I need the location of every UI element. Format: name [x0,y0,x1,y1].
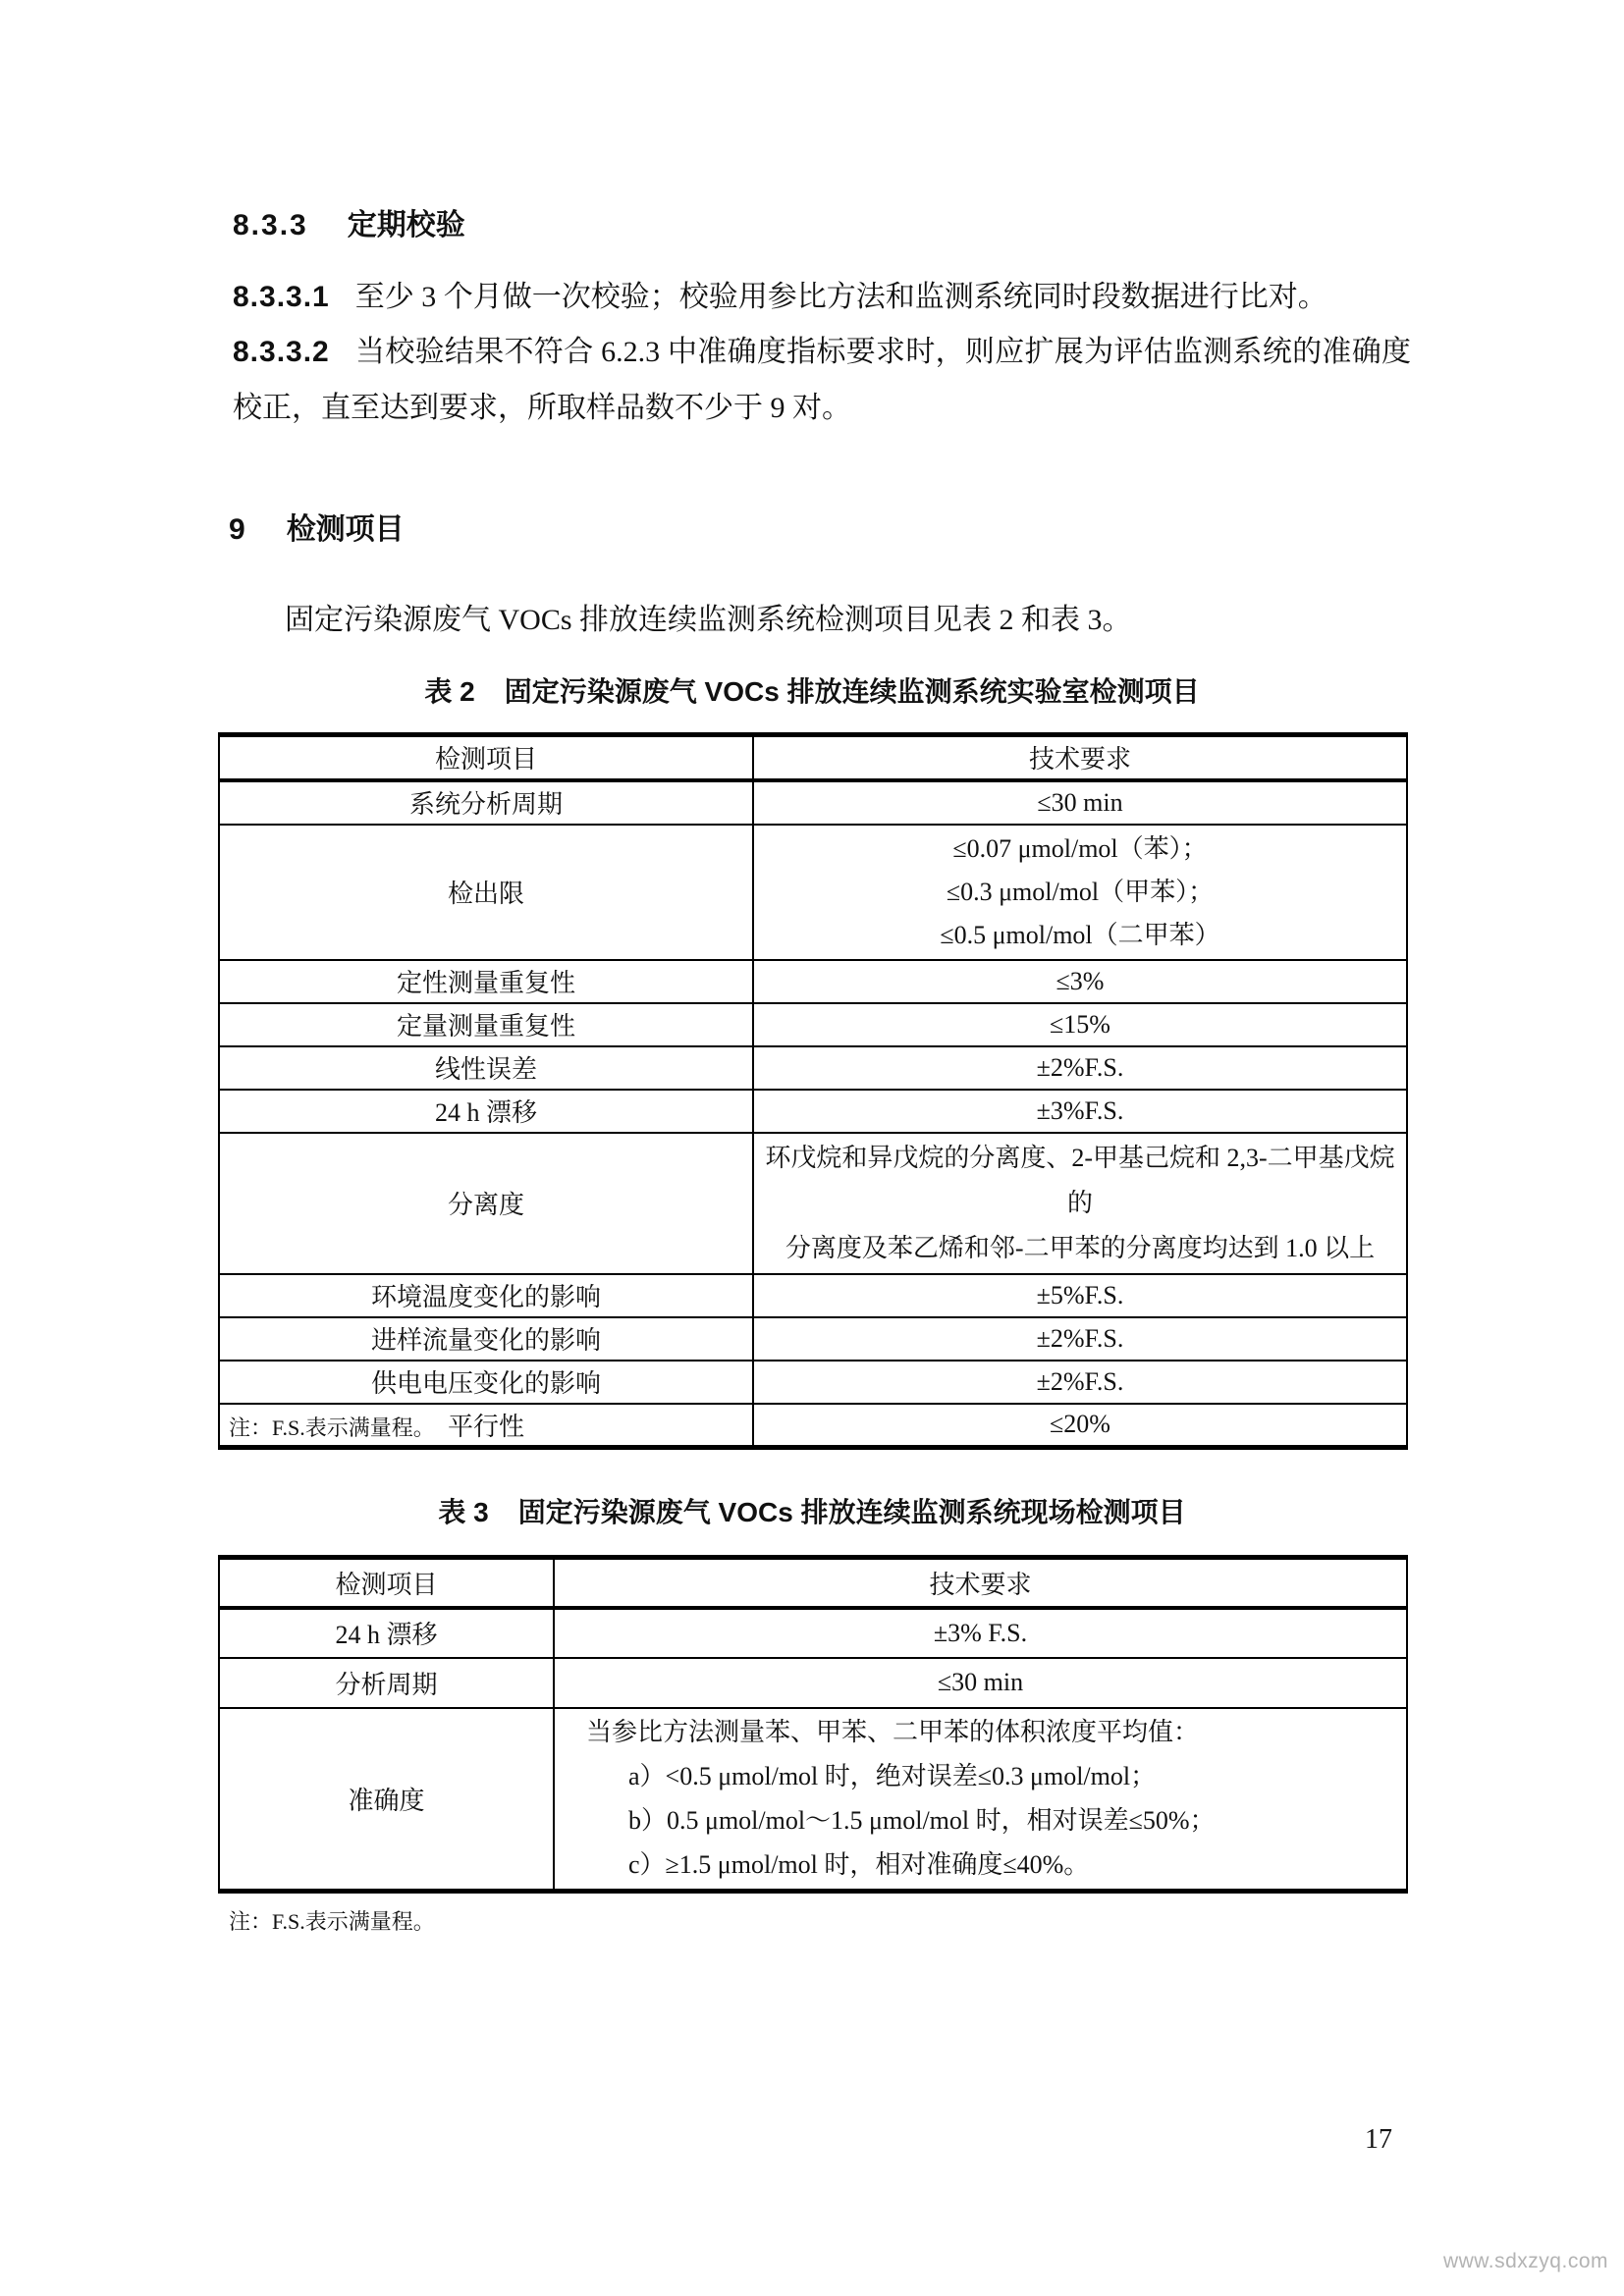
cell-item: 系统分析周期 [219,780,753,825]
table-3-caption-label: 表 3 [438,1497,489,1527]
cell-requirement: ≤3% [753,960,1407,1003]
cell-item: 准确度 [219,1708,554,1892]
table-2-caption [218,675,1406,709]
column-header-item: 检测项目 [219,735,753,780]
clause-number: 8.3.3 [233,209,308,241]
table-2 [218,732,1408,1450]
paragraph-text: 至少 3 个月做一次校验；校验用参比方法和监测系统同时段数据进行比对。 [354,281,1327,313]
cell-item: 检出限 [219,825,753,960]
table-3-caption [218,1496,1406,1529]
table-row [219,1361,1407,1404]
cell-requirement [554,1708,1407,1892]
table-3-note: 注：F.S.表示满量程。 [229,1909,435,1934]
table-2-note: 注：F.S.表示满量程。 [229,1415,435,1440]
cell-requirement: ±2%F.S. [753,1046,1407,1090]
table-row [219,1708,1407,1892]
cell-requirement: ±2%F.S. [753,1361,1407,1404]
column-header-item: 检测项目 [219,1558,554,1608]
cell-item: 环境温度变化的影响 [219,1274,753,1317]
cell-item: 定性测量重复性 [219,960,753,1003]
cell-requirement: ≤30 min [554,1658,1407,1708]
clause-9-heading [229,512,405,548]
watermark: www.sdxzyq.com [1442,2250,1608,2272]
cell-item: 24 h 漂移 [219,1090,753,1133]
clause-title: 定期校验 [347,209,465,241]
table-2-caption-label: 表 2 [424,676,475,707]
page-number: 17 [1365,2124,1392,2155]
cell-item: 线性误差 [219,1046,753,1090]
clause-number: 9 [229,513,247,546]
requirement-line: 环戊烷和异戊烷的分离度、2-甲基己烷和 2,3-二甲基戊烷的 [765,1143,1395,1217]
table-row [219,780,1407,825]
clause-title: 检测项目 [286,513,405,546]
table-3-caption-text: 固定污染源废气 VOCs 排放连续监测系统现场检测项目 [517,1497,1186,1527]
cell-item: 平行性 [219,1404,753,1448]
cell-item: 进样流量变化的影响 [219,1317,753,1361]
cell-requirement [753,1133,1407,1274]
column-header-requirement: 技术要求 [554,1558,1407,1608]
cell-requirement: ≤15% [753,1003,1407,1046]
requirement-line: 分离度及苯乙烯和邻-二甲苯的分离度均达到 1.0 以上 [785,1233,1376,1262]
requirement-line: ≤0.07 μmol/mol（苯）； [952,833,1208,863]
cell-item: 定量测量重复性 [219,1003,753,1046]
requirement-line: b）0.5 μmol/mol～1.5 μmol/mol 时，相对误差≤50%； [628,1805,1216,1835]
requirement-line: a）<0.5 μmol/mol 时，绝对误差≤0.3 μmol/mol； [628,1761,1157,1790]
cell-requirement: ≤20% [753,1404,1407,1448]
table-3 [218,1555,1408,1894]
table-row [219,1133,1407,1274]
table-row [219,1046,1407,1090]
table-row [219,735,1407,780]
cell-requirement: ±3%F.S. [753,1090,1407,1133]
table-row [219,1274,1407,1317]
table-row [219,1608,1407,1658]
cell-item: 分离度 [219,1133,753,1274]
requirement-line: ≤0.5 μmol/mol（二甲苯） [940,920,1220,949]
cell-item: 分析周期 [219,1658,554,1708]
table-row [219,825,1407,960]
paragraph-number: 8.3.3.1 [233,281,330,313]
cell-requirement: ±2%F.S. [753,1317,1407,1361]
clause-8-3-3-heading [233,208,465,243]
cell-requirement: ±5%F.S. [753,1274,1407,1317]
cell-requirement: ±3% F.S. [554,1608,1407,1658]
paragraph-text: 当校验结果不符合 6.2.3 中准确度指标要求时，则应扩展为评估监测系统的准确度校正，直至达到要求，所取样品数不少于 9 对。 [233,336,1411,424]
cell-requirement: ≤30 min [753,780,1407,825]
table-row [219,1558,1407,1608]
table-2-caption-text: 固定污染源废气 VOCs 排放连续监测系统实验室检测项目 [504,676,1200,707]
table-row [219,1658,1407,1708]
paragraph-number: 8.3.3.2 [233,336,330,368]
requirement-line: ≤0.3 μmol/mol（甲苯）； [946,877,1215,906]
requirement-line: 当参比方法测量苯、甲苯、二甲苯的体积浓度平均值： [586,1717,1200,1746]
cell-item: 供电电压变化的影响 [219,1361,753,1404]
cell-item: 24 h 漂移 [219,1608,554,1658]
paragraph-8-3-3-1 [233,276,1411,319]
cell-requirement [753,825,1407,960]
table-row [219,1317,1407,1361]
table-row [219,1090,1407,1133]
table-row [219,1003,1407,1046]
column-header-requirement: 技术要求 [753,735,1407,780]
requirement-line: c）≥1.5 μmol/mol 时，相对准确度≤40%。 [628,1849,1090,1879]
paragraph-8-3-3-2 [233,324,1411,436]
table-row [219,960,1407,1003]
lead-paragraph: 固定污染源废气 VOCs 排放连续监测系统检测项目见表 2 和表 3。 [285,604,1132,636]
